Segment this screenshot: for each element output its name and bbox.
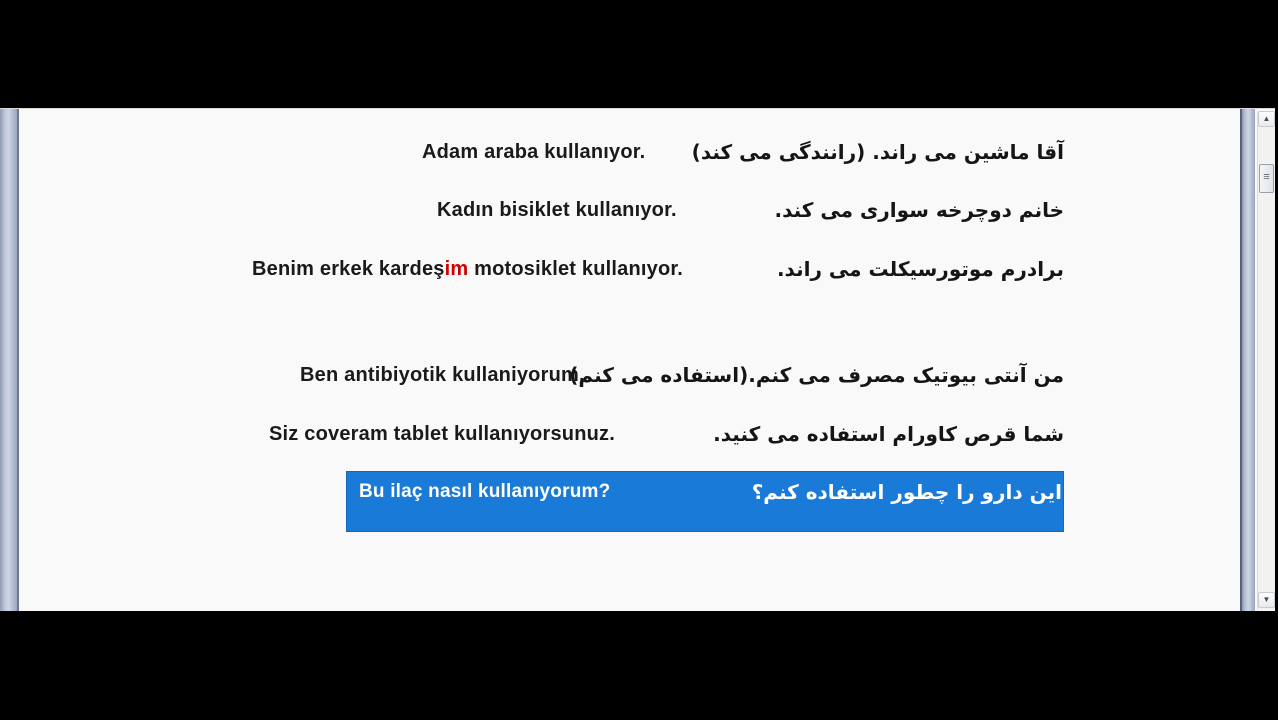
persian-translation: آقا ماشین می راند. (رانندگی می کند): [691, 140, 1064, 164]
persian-translation: خانم دوچرخه سواری می کند.: [774, 198, 1064, 222]
persian-translation: من آنتی بیوتیک مصرف می کنم.(استفاده می کنم): [569, 363, 1064, 387]
turkish-sentence: Ben antibiyotik kullaniyorum.: [300, 364, 585, 386]
window-border-right: [1240, 109, 1255, 612]
scroll-down-icon: ▼: [1262, 595, 1271, 604]
persian-translation: شما قرص کاورام استفاده می کنید.: [713, 422, 1064, 446]
turkish-sentence: Siz coveram tablet kullanıyorsunuz.: [269, 423, 615, 445]
turkish-sentence: [252, 256, 683, 282]
persian-translation-highlighted: این دارو را چطور استفاده کنم؟: [751, 480, 1062, 504]
scroll-down-button[interactable]: [1258, 592, 1275, 608]
sentence-row: [0, 421, 1275, 447]
document-area: [0, 108, 1275, 612]
turkish-sentence-prefix: Benim erkek kardeş: [252, 258, 445, 280]
turkish-sentence-highlighted: Bu ilaç nasıl kullanıyorum?: [359, 481, 611, 502]
turkish-sentence-suffix: motosiklet kullanıyor.: [468, 258, 684, 280]
vertical-scrollbar[interactable]: [1257, 111, 1275, 610]
turkish-sentence: Adam araba kullanıyor.: [422, 141, 646, 163]
highlighted-sentence-row: [346, 471, 1064, 532]
scrollbar-grip-icon: ≡: [1263, 171, 1270, 183]
sentence-row: [0, 362, 1275, 388]
window-border-left: [0, 109, 19, 612]
sentence-row: [0, 139, 1275, 165]
scrollbar-thumb[interactable]: [1259, 164, 1274, 193]
sentence-row: [0, 256, 1275, 282]
sentence-row: [0, 197, 1275, 223]
persian-translation: برادرم موتورسیکلت می راند.: [776, 257, 1064, 281]
scroll-up-button[interactable]: [1258, 111, 1275, 127]
letterbox-top: [0, 0, 1278, 108]
turkish-suffix-highlight: im: [444, 258, 469, 280]
scroll-up-icon: ▲: [1262, 114, 1271, 123]
letterbox-bottom: [0, 611, 1278, 720]
turkish-sentence: Kadın bisiklet kullanıyor.: [437, 199, 677, 221]
